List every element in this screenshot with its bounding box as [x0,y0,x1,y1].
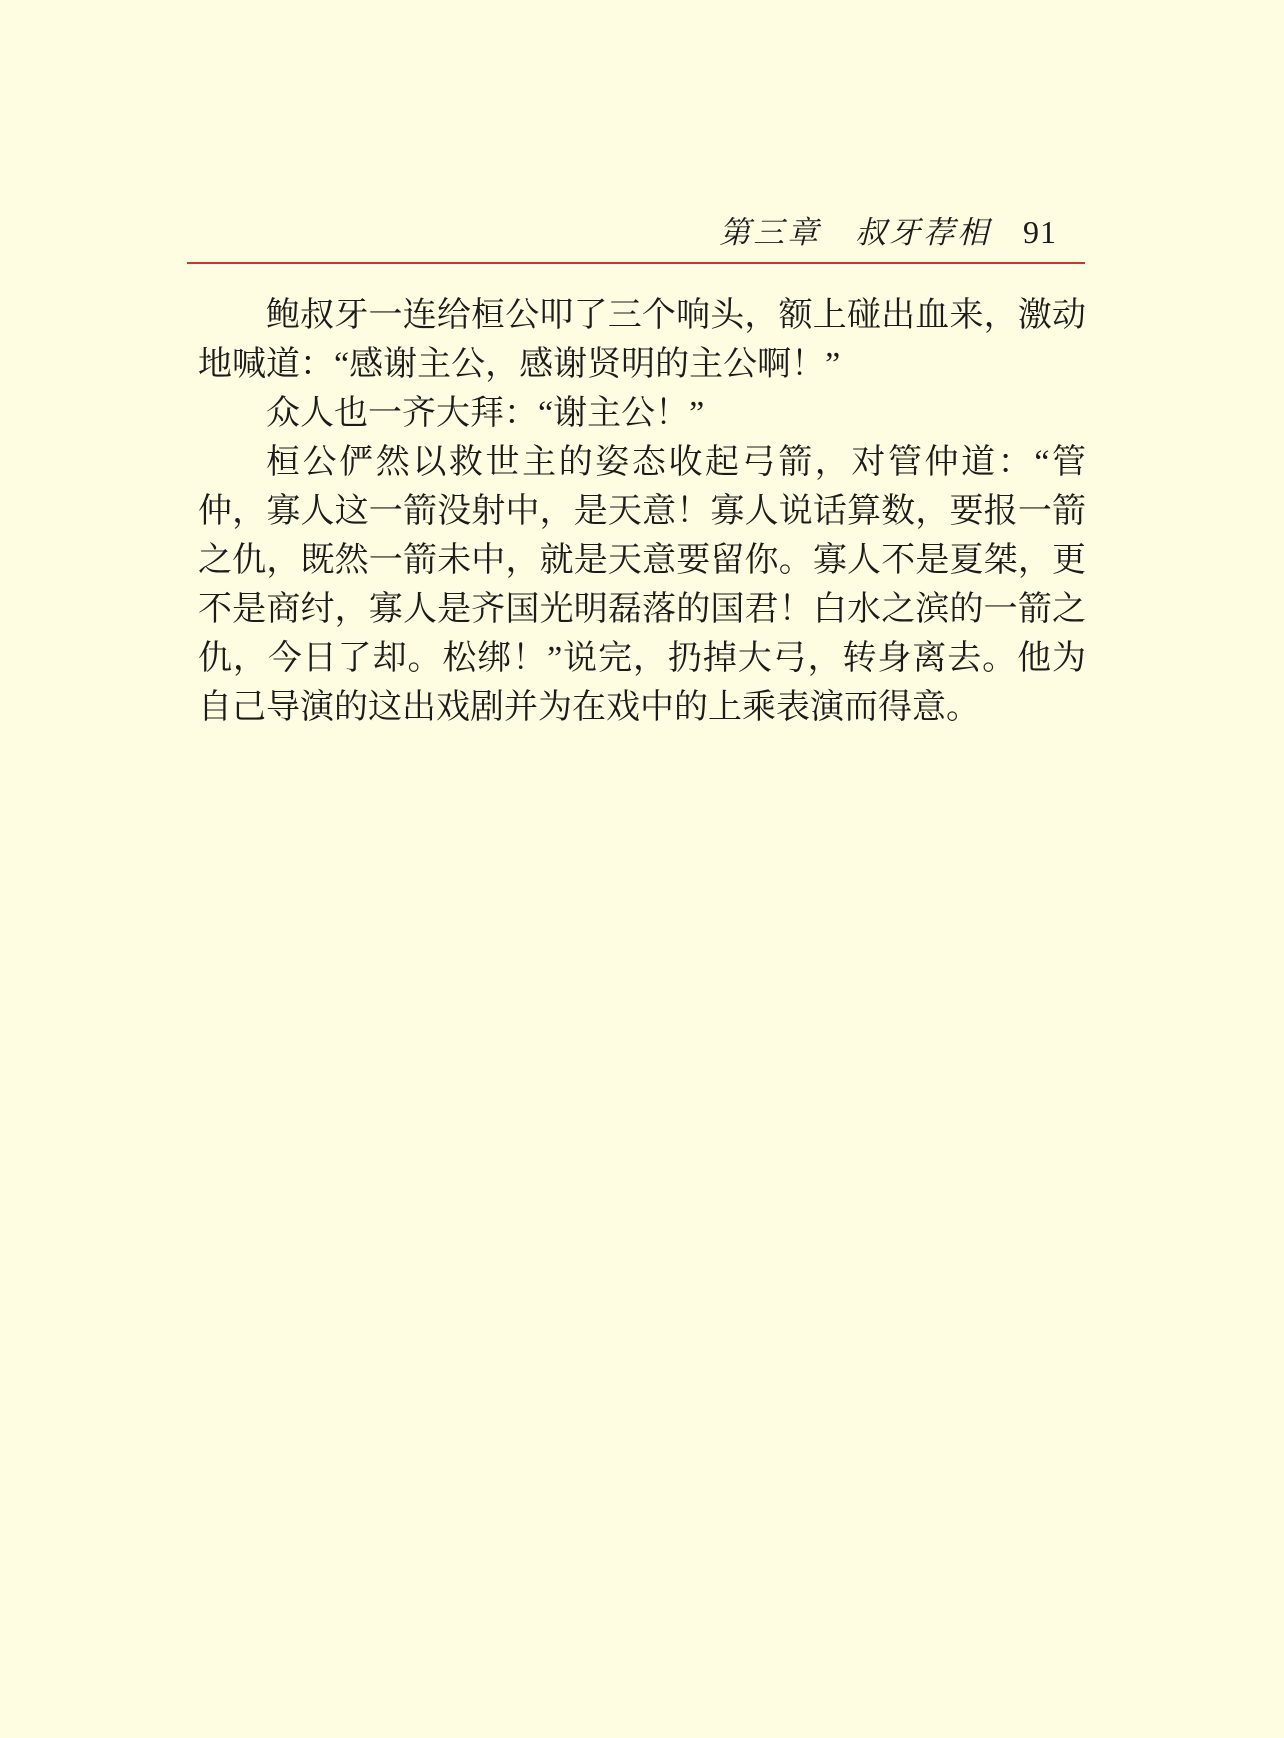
header-rule [187,262,1085,264]
paragraph: 桓公俨然以救世主的姿态收起弓箭，对管仲道：“管仲，寡人这一箭没射中，是天意！寡人说话算数，要报一箭之仇，既然一箭未中，就是天意要留你。寡人不是夏桀，更不是商纣，寡人是齐国光明磊落的国君！白水之滨的一箭之仇，今日了却。松绑！”说完，扔掉大弓，转身离去。他为自己导演的这出戏剧并为在戏中的上乘表演而得意。 [198,444,1086,726]
body-text [198,291,1086,732]
paragraph: 众人也一齐大拜：“谢主公！” [266,395,705,432]
paragraph: 鲍叔牙一连给桓公叩了三个响头，额上碰出血来，激动地喊道：“感谢主公，感谢贤明的主公啊！” [198,297,1086,383]
chapter-title: 第三章 叔牙荐相 [719,215,992,250]
page-number: 91 [1023,214,1057,250]
running-header [187,212,1057,253]
